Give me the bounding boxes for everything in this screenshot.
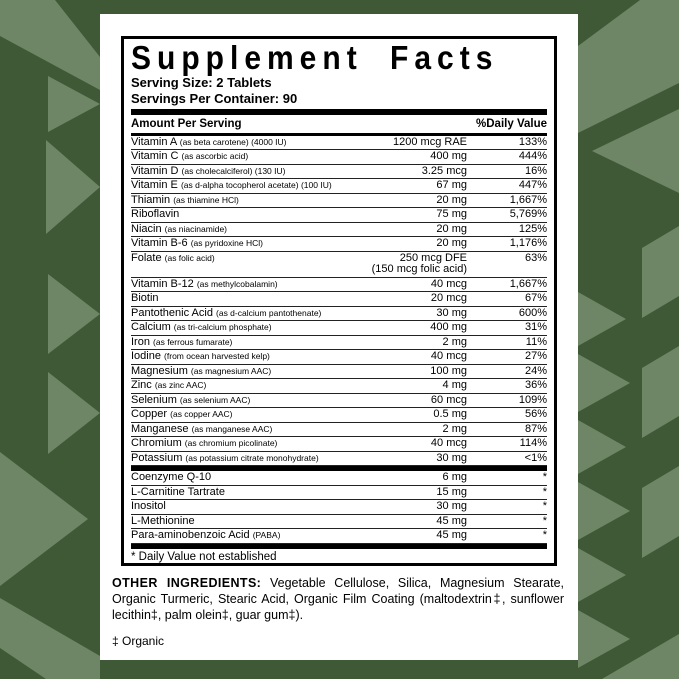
nutrient-detail: (as ascorbic acid) <box>181 151 249 161</box>
nutrient-amount <box>349 137 467 149</box>
nutrient-detail: (as potassium citrate monohydrate) <box>185 452 319 463</box>
nutrient-amount-line1: 15 mg <box>436 485 467 498</box>
nutrient-name-cell <box>131 438 349 450</box>
nutrient-amount-line1: 2 mg <box>442 335 467 348</box>
nutrient-row <box>131 321 547 336</box>
nutrient-dv: * <box>542 500 547 512</box>
nutrient-amount-line1: 400 mg <box>430 321 467 333</box>
nutrient-row <box>131 194 547 209</box>
nutrient-row <box>131 179 547 194</box>
nutrient-dv: * <box>542 529 547 541</box>
nutrient-name-cell <box>131 209 349 221</box>
nutrient-amount-line1: 4 mg <box>442 379 467 391</box>
nutrient-amount <box>349 209 467 221</box>
nutrient-amount-line1: 20 mg <box>436 237 467 249</box>
servings-per-container: Servings Per Container: 90 <box>131 90 298 106</box>
nutrient-row <box>131 150 547 165</box>
nutrient-amount <box>349 180 467 192</box>
nutrient-name-cell <box>131 322 349 334</box>
nutrient-name: Vitamin A <box>131 135 177 148</box>
nutrient-name-cell <box>131 308 349 320</box>
nutrient-name-cell <box>131 166 349 178</box>
nutrient-amount-line1: 1200 mcg RAE <box>393 135 467 148</box>
nutrient-row <box>131 394 547 409</box>
header-daily-value: %Daily Value <box>476 118 547 130</box>
nutrient-name: Iron <box>131 335 150 348</box>
nutrient-amount-line1: 60 mcg <box>430 393 467 406</box>
nutrient-amount-line1: 20 mg <box>436 193 467 206</box>
nutrient-name: Magnesium <box>131 364 188 377</box>
nutrient-name-cell <box>131 151 349 163</box>
nutrient-row <box>131 307 547 322</box>
nutrient-amount-line1: 30 mg <box>436 500 467 512</box>
nutrient-dv: 1,176% <box>509 237 547 249</box>
nutrient-amount <box>349 438 467 450</box>
nutrient-dv: 114% <box>519 437 547 449</box>
nutrient-amount-line1: 40 mcg <box>430 277 467 290</box>
nutrient-amount <box>349 472 467 484</box>
nutrient-amount-line1: 30 mg <box>436 306 467 319</box>
supplement-facts-box <box>121 36 557 566</box>
nutrient-row <box>131 237 547 252</box>
nutrient-name: Vitamin B-12 <box>131 277 194 290</box>
nutrient-name-cell <box>131 253 349 265</box>
nutrient-name: Biotin <box>131 292 159 304</box>
nutrient-amount-line1: 30 mg <box>436 451 467 464</box>
nutrient-row <box>131 379 547 394</box>
nutrient-amount-line1: 100 mg <box>430 364 467 377</box>
nutrient-amount <box>349 530 467 542</box>
nutrient-amount <box>349 279 467 291</box>
nutrient-detail: (from ocean harvested kelp) <box>164 351 270 361</box>
daily-value-footnote: * Daily Value not established <box>131 551 277 563</box>
nutrient-amount <box>349 308 467 320</box>
nutrient-amount <box>349 224 467 236</box>
nutrient-dv: 5,769% <box>509 208 547 220</box>
nutrient-dv: 31% <box>524 321 547 333</box>
nutrient-name-cell <box>131 337 349 349</box>
nutrient-name: Copper <box>131 408 168 420</box>
nutrient-row <box>131 486 547 501</box>
nutrient-amount-line1: 40 mcg <box>430 350 467 362</box>
nutrient-row <box>131 208 547 223</box>
nutrient-name-cell <box>131 530 349 542</box>
nutrient-amount-line1: 3.25 mcg <box>421 164 467 177</box>
nutrient-dv: 24% <box>524 364 547 377</box>
nutrient-row <box>131 500 547 515</box>
nutrient-amount <box>349 293 467 305</box>
nutrient-row <box>131 165 547 180</box>
nutrient-name-cell <box>131 366 349 378</box>
nutrient-detail: (as thiamine HCl) <box>173 194 239 205</box>
nutrient-dv: 1,667% <box>509 193 547 206</box>
nutrient-detail: (as d-alpha tocopherol acetate) (100 IU) <box>180 180 332 190</box>
nutrient-dv: 56% <box>524 408 547 420</box>
nutrient-name-cell <box>131 238 349 250</box>
label-card <box>100 14 578 660</box>
nutrient-amount-line1: 20 mg <box>436 222 467 235</box>
nutrient-amount <box>349 453 467 465</box>
nutrient-name-cell <box>131 293 349 305</box>
nutrient-name: L-Methionine <box>131 514 195 527</box>
nutrient-detail: (as chromium picolinate) <box>184 438 278 448</box>
nutrient-amount <box>349 337 467 349</box>
nutrient-dv: 109% <box>518 393 547 406</box>
nutrient-row <box>131 365 547 380</box>
header-amount-per-serving: Amount Per Serving <box>131 118 242 130</box>
nutrient-name-cell <box>131 224 349 236</box>
nutrient-amount-line1: 67 mg <box>436 179 467 191</box>
nutrient-row <box>131 452 547 467</box>
other-ingredients <box>112 575 564 623</box>
nutrient-row <box>131 471 547 486</box>
nutrient-amount <box>349 253 467 276</box>
nutrient-amount <box>349 487 467 499</box>
nutrient-amount <box>349 151 467 163</box>
nutrient-detail: (as copper AAC) <box>170 409 233 419</box>
nutrient-detail: (as manganese AAC) <box>191 423 273 434</box>
nutrient-name-cell <box>131 395 349 407</box>
nutrient-detail: (as methylcobalamin) <box>196 278 278 289</box>
nutrient-amount <box>349 238 467 250</box>
nutrient-dv: 63% <box>524 251 547 264</box>
nutrient-detail: (PABA) <box>252 530 281 540</box>
nutrient-row <box>131 278 547 293</box>
nutrient-name: Zinc <box>131 379 152 391</box>
nutrient-row <box>131 336 547 351</box>
nutrient-name: Vitamin C <box>131 150 179 162</box>
nutrient-name: Coenzyme Q-10 <box>131 471 212 483</box>
nutrient-dv: <1% <box>524 451 547 464</box>
nutrient-name: Pantothenic Acid <box>131 306 213 319</box>
nutrient-name: Iodine <box>131 350 161 362</box>
nutrient-name-cell <box>131 409 349 421</box>
nutrient-dv: 447% <box>518 179 547 191</box>
nutrient-dv: 16% <box>524 164 547 177</box>
nutrient-detail: (as d-calcium pantothenate) <box>216 307 322 318</box>
nutrient-name: Vitamin D <box>131 164 179 177</box>
nutrient-name-cell <box>131 279 349 291</box>
nutrient-dv: 125% <box>518 222 547 235</box>
nutrient-detail: (as cholecalciferol) (130 IU) <box>181 165 286 176</box>
nutrient-dv: 67% <box>524 292 547 304</box>
nutrient-amount <box>349 501 467 513</box>
nutrient-row <box>131 223 547 238</box>
nutrient-detail: (as niacinamide) <box>164 223 228 234</box>
nutrient-name: Inositol <box>131 500 166 512</box>
nutrient-detail: (as beta carotene) (4000 IU) <box>179 136 287 147</box>
main-rows <box>131 136 547 467</box>
nutrient-row <box>131 515 547 530</box>
nutrient-detail: (as tri-calcium phosphate) <box>173 322 272 332</box>
table-header <box>131 115 547 136</box>
nutrient-amount-line2: (150 mcg folic acid) <box>371 263 467 275</box>
nutrient-dv: 36% <box>524 379 547 391</box>
nutrient-dv: 444% <box>518 150 547 162</box>
nutrient-name-cell <box>131 487 349 499</box>
nutrient-name: Folate <box>131 251 162 264</box>
nutrient-dv: 11% <box>525 335 547 348</box>
nutrient-row <box>131 136 547 151</box>
nutrient-name-cell <box>131 351 349 363</box>
nutrient-detail: (as zinc AAC) <box>154 380 207 390</box>
nutrient-amount <box>349 166 467 178</box>
nutrient-name: Thiamin <box>131 193 171 206</box>
nutrient-amount-line1: 40 mcg <box>430 437 467 449</box>
nutrient-amount-line1: 20 mcg <box>430 292 467 304</box>
nutrient-amount-line1: 45 mg <box>436 529 467 541</box>
nutrient-amount-line1: 0.5 mg <box>433 408 467 420</box>
nutrient-name: Vitamin E <box>131 179 178 191</box>
nutrient-amount <box>349 195 467 207</box>
nutrient-amount-line1: 75 mg <box>436 208 467 220</box>
nutrient-row <box>131 423 547 438</box>
nutrient-name-cell <box>131 380 349 392</box>
nutrient-dv: 87% <box>524 422 547 435</box>
nutrient-name: Selenium <box>131 393 177 406</box>
nutrient-dv: * <box>542 485 547 498</box>
nutrient-amount-line1: 45 mg <box>436 514 467 527</box>
nutrient-name-cell <box>131 516 349 528</box>
nutrient-row <box>131 437 547 452</box>
nutrient-name-cell <box>131 180 349 192</box>
nutrient-dv: * <box>542 471 547 483</box>
nutrient-detail: (as folic acid) <box>164 252 215 263</box>
other-ingredients-text: Vegetable Cellulose, Silica, Magnesium Stearate, Organic Turmeric, Stearic Acid, Organic Film Coating (maltodextrin‡, sunflower lecithin‡, palm olein‡, guar gum‡). <box>112 576 564 622</box>
nutrient-name-cell <box>131 137 349 149</box>
nutrient-name-cell <box>131 501 349 513</box>
nutrient-name: Manganese <box>131 422 189 435</box>
serving-size: Serving Size: 2 Tablets <box>131 75 272 90</box>
nutrient-name: L-Carnitine Tartrate <box>131 485 225 498</box>
nutrient-amount-line1: 2 mg <box>442 422 467 435</box>
nutrient-detail: (as magnesium AAC) <box>190 365 272 376</box>
nutrient-amount-line1: 400 mg <box>430 150 467 162</box>
nutrient-detail: (as ferrous fumarate) <box>153 336 233 347</box>
nutrient-detail: (as pyridoxine HCl) <box>190 238 263 248</box>
nutrient-detail: (as selenium AAC) <box>179 394 251 405</box>
nutrient-name: Chromium <box>131 437 182 449</box>
nutrient-amount <box>349 395 467 407</box>
nutrient-dv: 1,667% <box>509 277 547 290</box>
other-ingredients-label: OTHER INGREDIENTS: <box>112 576 262 590</box>
nutrient-amount-line1: 6 mg <box>442 471 467 483</box>
nutrient-name: Para-aminobenzoic Acid <box>131 529 250 541</box>
nutrient-row <box>131 529 547 544</box>
nutrient-amount-line1: 250 mcg DFE <box>399 251 467 264</box>
nutrient-dv: 133% <box>518 135 547 148</box>
nutrient-dv: * <box>542 514 547 527</box>
nutrient-amount <box>349 516 467 528</box>
nutrient-amount <box>349 351 467 363</box>
nutrient-dv: 27% <box>524 350 547 362</box>
nutrient-amount <box>349 322 467 334</box>
nutrient-row <box>131 408 547 423</box>
nutrient-amount <box>349 409 467 421</box>
nutrient-amount <box>349 366 467 378</box>
nutrient-name: Potassium <box>131 451 183 464</box>
nutrient-name: Calcium <box>131 321 171 333</box>
nutrient-dv: 600% <box>518 306 547 319</box>
nutrient-amount <box>349 424 467 436</box>
other-rows <box>131 471 547 544</box>
nutrient-name-cell <box>131 472 349 484</box>
nutrient-row <box>131 350 547 365</box>
supplement-facts-title: Supplement Facts <box>131 39 499 77</box>
nutrient-name: Vitamin B-6 <box>131 237 188 249</box>
organic-note: ‡ Organic <box>112 634 165 648</box>
nutrient-name: Riboflavin <box>131 208 180 220</box>
nutrient-row <box>131 292 547 307</box>
nutrient-name-cell <box>131 195 349 207</box>
nutrient-name: Niacin <box>131 222 162 235</box>
nutrient-row <box>131 252 547 278</box>
nutrient-name-cell <box>131 453 349 465</box>
nutrient-name-cell <box>131 424 349 436</box>
nutrient-amount <box>349 380 467 392</box>
